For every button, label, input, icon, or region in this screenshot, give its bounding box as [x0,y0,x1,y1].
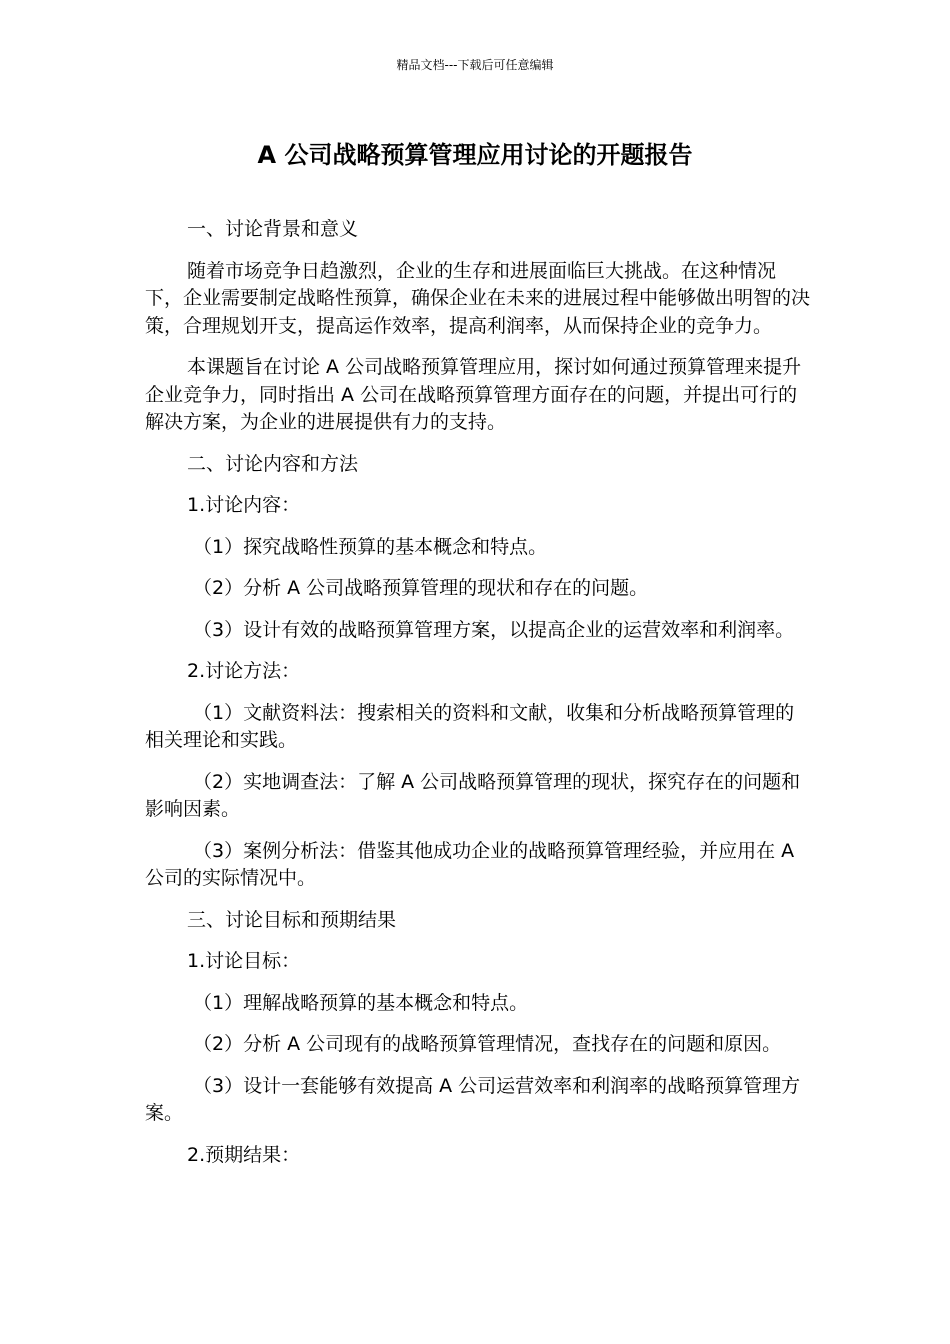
list-item: （1）探究战略性预算的基本概念和特点。 [193,535,548,558]
subheading-content: 1.讨论内容： [187,494,301,516]
list-item: （1）文献资料法：搜索相关的资料和文献，收集和分析战略预算管理的相关理论和实践。 [145,701,795,751]
list-item: （2）分析 A 公司战略预算管理的现状和存在的问题。 [193,577,649,599]
list-item: （3）设计一套能够有效提高 A 公司运营效率和利润率的战略预算管理方案。 [145,1074,801,1124]
list-item: （3）设计有效的战略预算管理方案，以提高企业的运营效率和利润率。 [193,618,795,641]
list-item: （2）实地调查法：了解 A 公司战略预算管理的现状，探究存在的问题和影响因素。 [145,770,801,820]
section-heading-goals: 三、讨论目标和预期结果 [187,908,397,931]
list-item: （3）案例分析法：借鉴其他成功企业的战略预算管理经验，并应用在 A 公司的实际情况中。 [145,839,795,889]
subheading-method: 2.讨论方法： [187,660,301,682]
list-item: （2）分析 A 公司现有的战略预算管理情况，查找存在的问题和原因。 [193,1033,782,1055]
paragraph-purpose: 本课题旨在讨论 A 公司战略预算管理应用，探讨如何通过预算管理来提升企业竞争力，同时指出 A 公司在战略预算管理方面存在的问题，并提出可行的解决方案，为企业的进展提供有力的支持。 [145,356,802,433]
page-header: 精品文档---下载后可任意编辑 [396,58,554,72]
paragraph-background: 随着市场竞争日趋激烈，企业的生存和进展面临巨大挑战。在这种情况下，企业需要制定战略性预算，确保企业在未来的进展过程中能够做出明智的决策，合理规划开支，提高运作效率，提高利润率，从而保持企业的竞争力。 [145,259,811,337]
document-title: A 公司战略预算管理应用讨论的开题报告 [257,141,693,169]
list-item: （1）理解战略预算的基本概念和特点。 [193,991,529,1014]
subheading-expected-results: 2.预期结果： [187,1143,301,1166]
section-heading-content-method: 二、讨论内容和方法 [187,452,359,475]
document-body [145,216,810,1183]
subheading-goals: 1.讨论目标： [187,950,301,972]
section-heading-background: 一、讨论背景和意义 [187,218,359,240]
